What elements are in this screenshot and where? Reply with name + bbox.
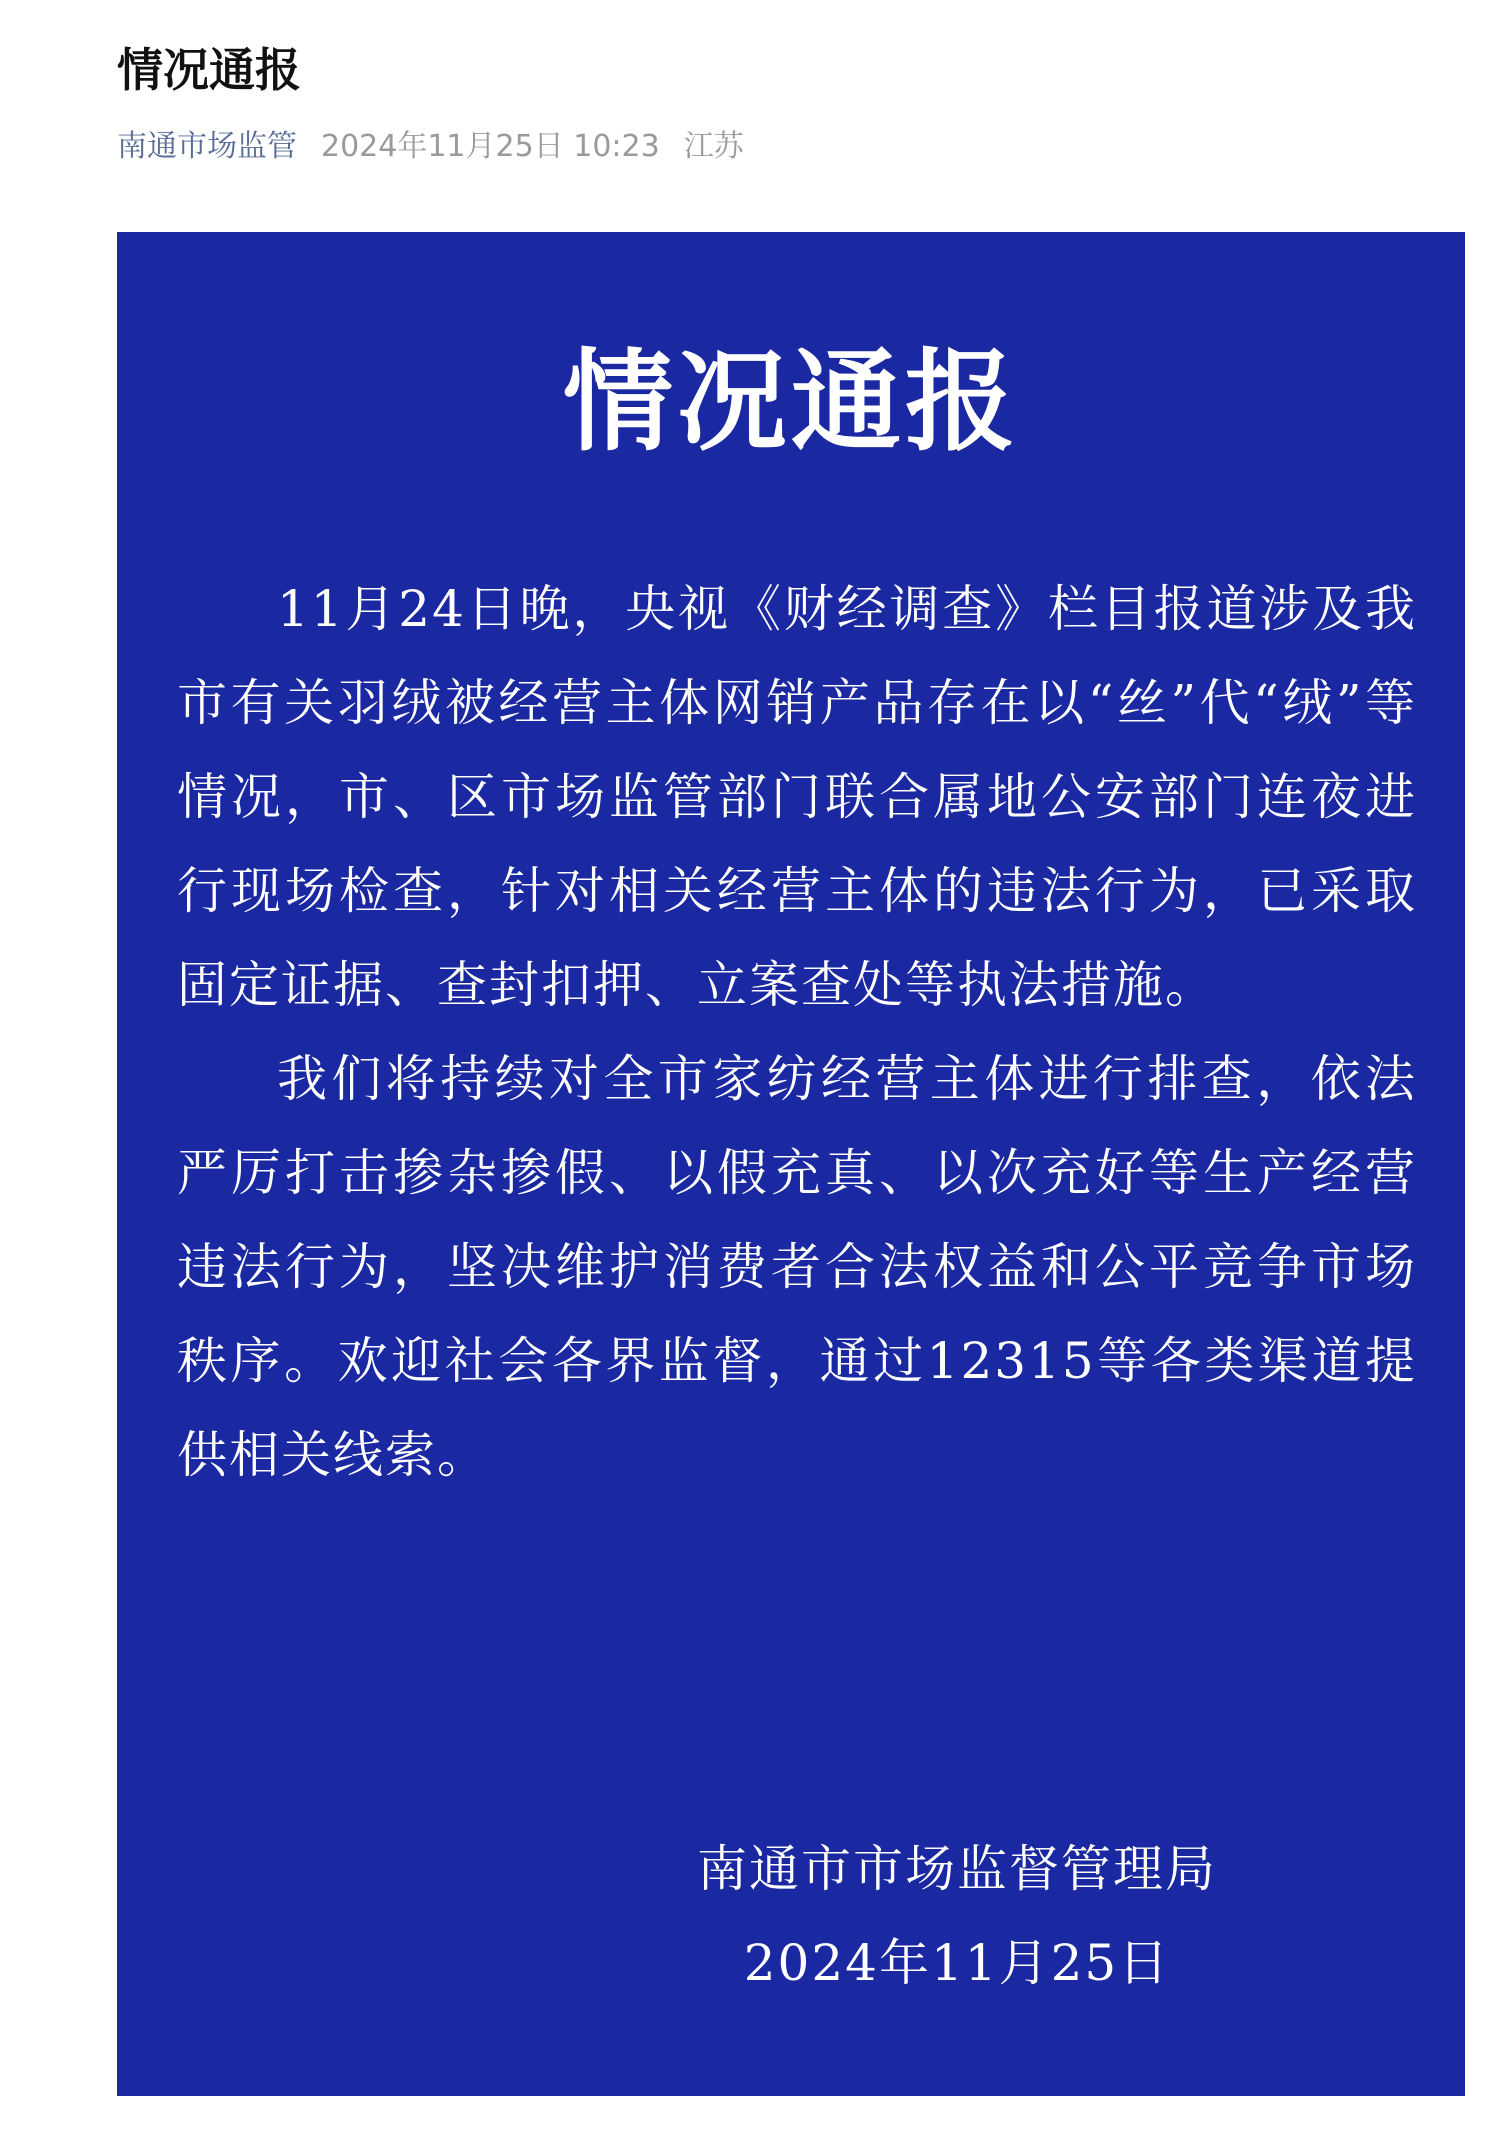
notice-heading: 情况通报 [563, 337, 1019, 466]
notice-paragraph-1: 11月24日晚，央视《财经调查》栏目报道涉及我市有关羽绒被经营主体网销产品存在以“丝”代“绒”等情况，市、区市场监管部门联合属地公安部门连夜进行现场检查，针对相关经营主体的违法行为，已采取固定证据、查封扣押、立案查处等执法措施。 [177, 580, 1417, 1014]
notice-body [177, 562, 1417, 1502]
article-meta [117, 124, 744, 170]
signature-organization: 南通市市场监督管理局 [697, 1840, 1217, 1898]
signature-date: 2024年11月25日 [743, 1934, 1171, 1992]
notice-image [117, 232, 1465, 2096]
notice-paragraph-2: 我们将持续对全市家纺经营主体进行排查，依法严厉打击掺杂掺假、以假充真、以次充好等生产经营违法行为，坚决维护消费者合法权益和公平竞争市场秩序。欢迎社会各界监督，通过12315等各类渠道提供相关线索。 [177, 1050, 1417, 1484]
publish-time: 2024年11月25日 10:23 [321, 129, 660, 164]
publish-location: 江苏 [683, 129, 744, 164]
article-title: 情况通报 [117, 43, 301, 97]
account-name-link[interactable]: 南通市场监管 [117, 129, 297, 164]
